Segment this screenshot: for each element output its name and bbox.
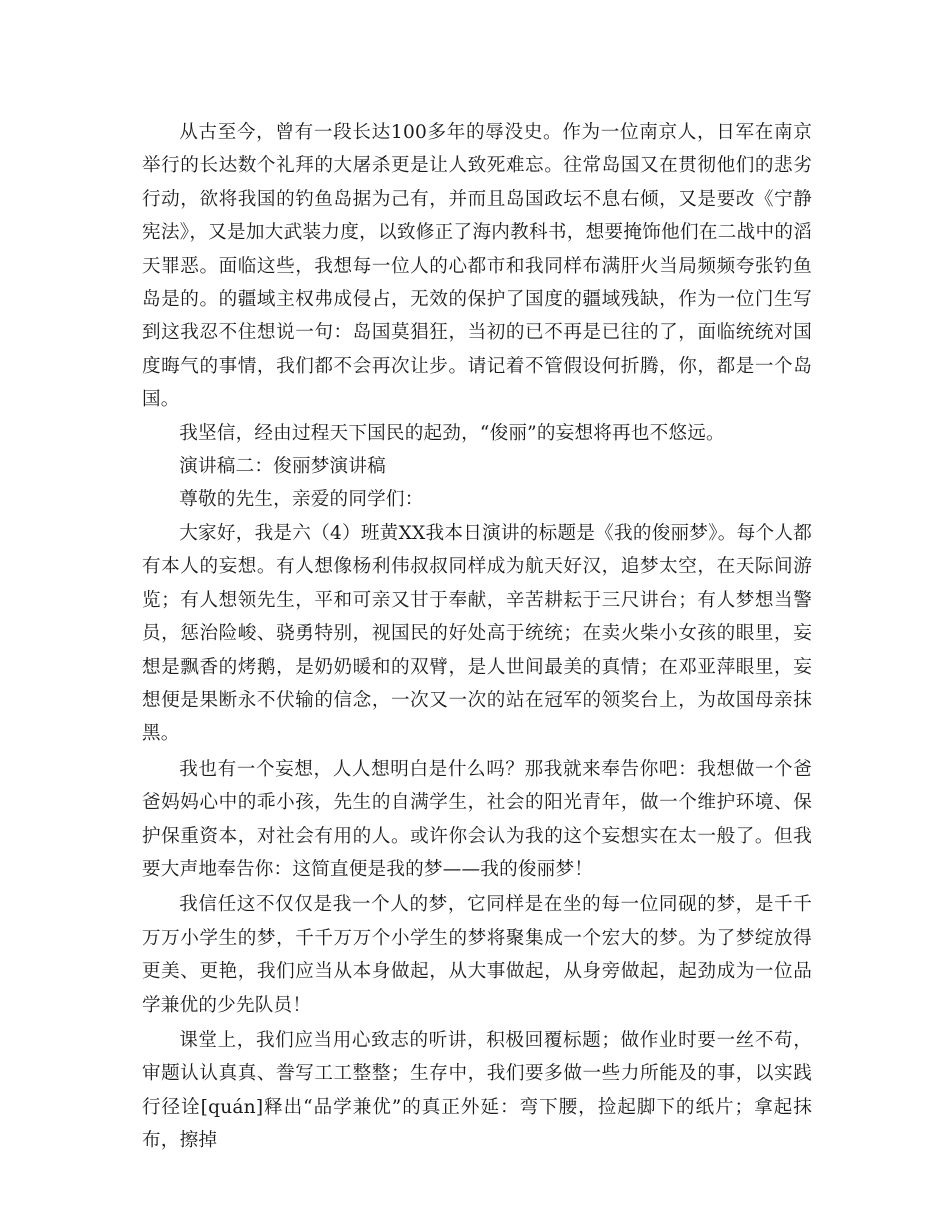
paragraph-my-dream: 我也有一个妄想，人人想明白是什么吗？那我就来奉告你吧：我想做一个爸爸妈妈心中的乖小孩，先生的自满学生，社会的阳光青年，做一个维护环境、保护保重资本，对社会有用的人。或许你会认为我的这个妄想实在太一般了。但我要大声地奉告你：这简直便是我的梦——我的俊丽梦！ xyxy=(142,758,812,880)
document-body xyxy=(142,116,812,1158)
speech-title: 演讲稿二：俊丽梦演讲稿 xyxy=(179,456,386,478)
paragraph-classroom: 课堂上，我们应当用心致志的听讲，积极回覆标题；做作业时要一丝不苟，审题认认真真、誊写工工整整；生存中，我们要多做一些力所能及的事，以实践行径诠[quán]释出“品学兼优”的真正外延：弯下腰，捡起脚下的纸片；拿起抹布，擦掉 xyxy=(142,1029,812,1152)
speech-greeting: 尊敬的先生，亲爱的同学们： xyxy=(179,489,424,511)
paragraph-intro: 大家好，我是六（4）班黄XX我本日演讲的标题是《我的俊丽梦》。每个人都有本人的妄想。有人想像杨利伟叔叔同样成为航天好汉，追梦太空，在天际间游览；有人想领先生，平和可亲又甘于奉献，辛苦耕耘于三尺讲台；有人梦想当警员，惩治险峻、骁勇特别，视国民的好处高于统统；在卖火柴小女孩的眼里，妄想是飘香的烤鹅，是奶奶暖和的双臂，是人世间最美的真情；在邓亚萍眼里，妄想便是果断永不伏输的信念，一次又一次的站在冠军的领奖台上，为故国母亲抹黑。 xyxy=(142,522,812,745)
paragraph-everyone-dream: 我信任这不仅仅是我一个人的梦，它同样是在坐的每一位同砚的梦，是千千万万小学生的梦，千千万万个小学生的梦将聚集成一个宏大的梦。为了梦绽放得更美、更艳，我们应当从本身做起，从大事做起，从身旁做起，起劲成为一位品学兼优的少先队员！ xyxy=(142,894,812,1016)
paragraph-belief: 我坚信，经由过程天下国民的起劲，“俊丽”的妄想将再也不悠远。 xyxy=(179,422,725,444)
paragraph-history: 从古至今，曾有一段长达100多年的辱没史。作为一位南京人，日军在南京举行的长达数个礼拜的大屠杀更是让人致死难忘。往常岛国又在贯彻他们的悲劣行动，欲将我国的钓鱼岛据为己有，并而且岛国政坛不息右倾，又是要改《宁静宪法》，又是加大武装力度，以致修正了海内教科书，想要掩饰他们在二战中的滔天罪恶。面临这些，我想每一位人的心都市和我同样布满肝火当局频频夸张钓鱼岛是的。的疆域主权弗成侵占，无效的保护了国度的疆域残缺，作为一位门生写到这我忍不住想说一句：岛国莫猖狂，当初的已不再是已往的了，面临统统对国度晦气的事情，我们都不会再次让步。请记着不管假设何折腾，你，都是一个岛国。 xyxy=(142,122,812,411)
